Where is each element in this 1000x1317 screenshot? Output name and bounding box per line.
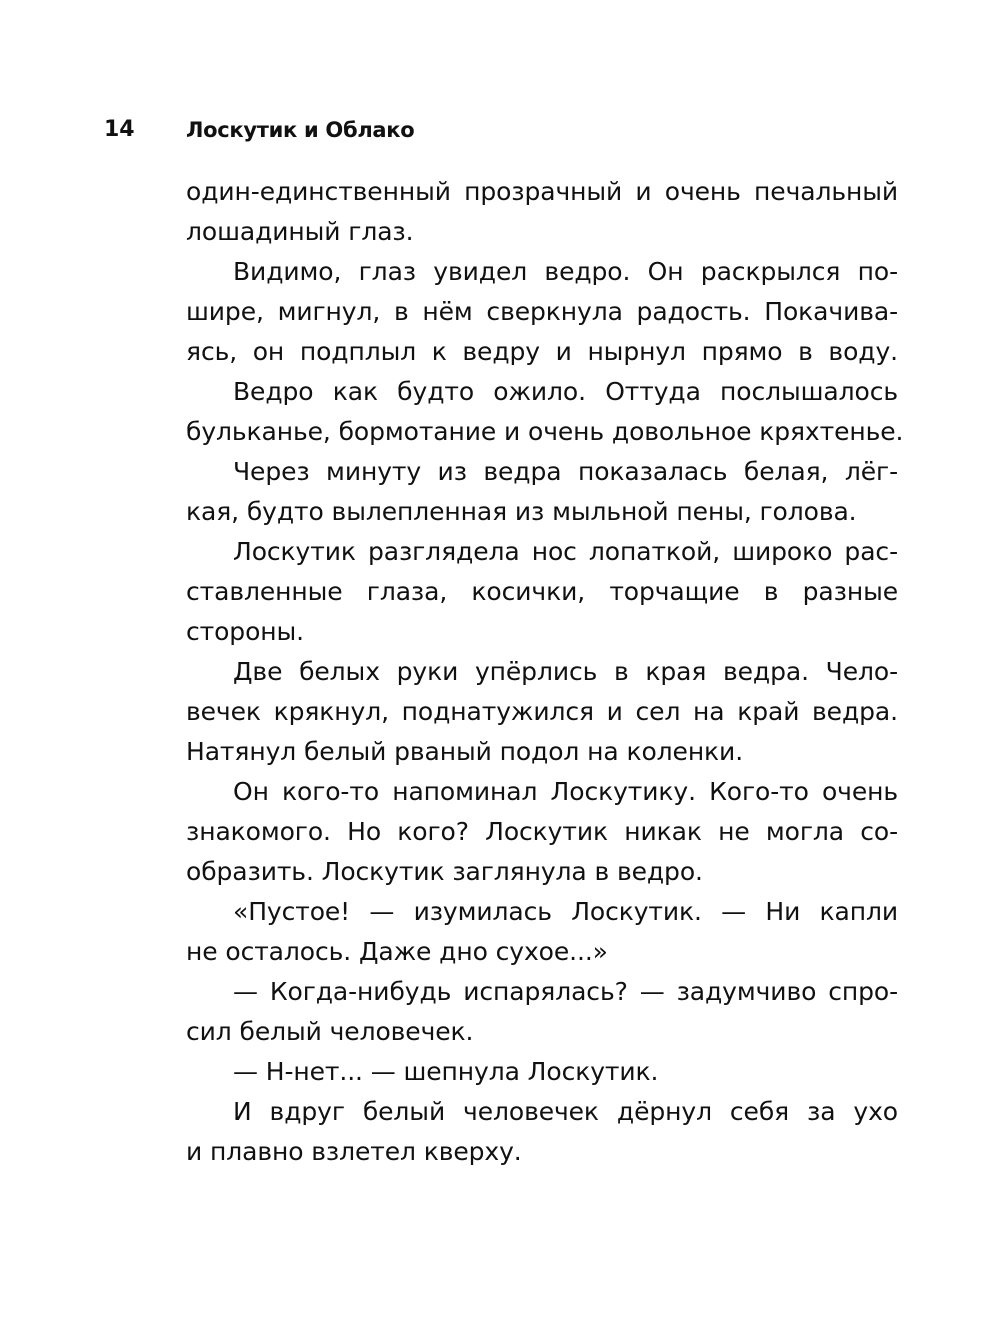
page-header bbox=[104, 112, 904, 148]
text-line: вечек крякнул, поднатужился и сел на край ведра. bbox=[186, 697, 898, 726]
text-line: Через минуту из ведра показалась белая, лёг- bbox=[233, 457, 898, 486]
text-line: Видимо, глаз увидел ведро. Он раскрылся по- bbox=[233, 257, 898, 286]
text-line: лошадиный глаз. bbox=[186, 217, 414, 246]
text-line: образить. Лоскутик заглянула в ведро. bbox=[186, 857, 703, 886]
text-line: знакомого. Но кого? Лоскутик никак не могла со- bbox=[186, 817, 898, 846]
text-line: кая, будто вылепленная из мыльной пены, голова. bbox=[186, 497, 857, 526]
text-line: не осталось. Даже дно сухое...» bbox=[186, 937, 608, 966]
text-line: сил белый человечек. bbox=[186, 1017, 474, 1046]
text-line: стороны. bbox=[186, 617, 304, 646]
text-line: один-единственный прозрачный и очень печальный bbox=[186, 177, 898, 206]
text-line: — Н-нет... — шепнула Лоскутик. bbox=[233, 1057, 659, 1086]
text-line: ставленные глаза, косички, торчащие в разные bbox=[186, 577, 898, 606]
text-line: Две белых руки упёрлись в края ведра. Чело- bbox=[233, 657, 898, 686]
text-line: И вдруг белый человечек дёрнул себя за ухо bbox=[233, 1097, 898, 1126]
text-line: «Пустое! — изумилась Лоскутик. — Ни капли bbox=[233, 897, 898, 926]
page-number: 14 bbox=[104, 117, 135, 142]
text-line: Ведро как будто ожило. Оттуда послышалось bbox=[233, 377, 898, 406]
text-line: бульканье, бормотание и очень довольное кряхтенье. bbox=[186, 417, 904, 446]
text-line: шире, мигнул, в нём сверкнула радость. Покачива- bbox=[186, 297, 898, 326]
text-line: Он кого-то напоминал Лоскутику. Кого-то очень bbox=[233, 777, 898, 806]
text-line: — Когда-нибудь испарялась? — задумчиво спро- bbox=[233, 977, 898, 1006]
text-line: Натянул белый рваный подол на коленки. bbox=[186, 737, 744, 766]
body-text bbox=[186, 172, 904, 1172]
text-line: и плавно взлетел кверху. bbox=[186, 1137, 522, 1166]
running-title: Лоскутик и Облако bbox=[186, 118, 415, 142]
text-line: ясь, он подплыл к ведру и нырнул прямо в воду. bbox=[186, 337, 898, 366]
text-line: Лоскутик разглядела нос лопаткой, широко рас- bbox=[233, 537, 898, 566]
